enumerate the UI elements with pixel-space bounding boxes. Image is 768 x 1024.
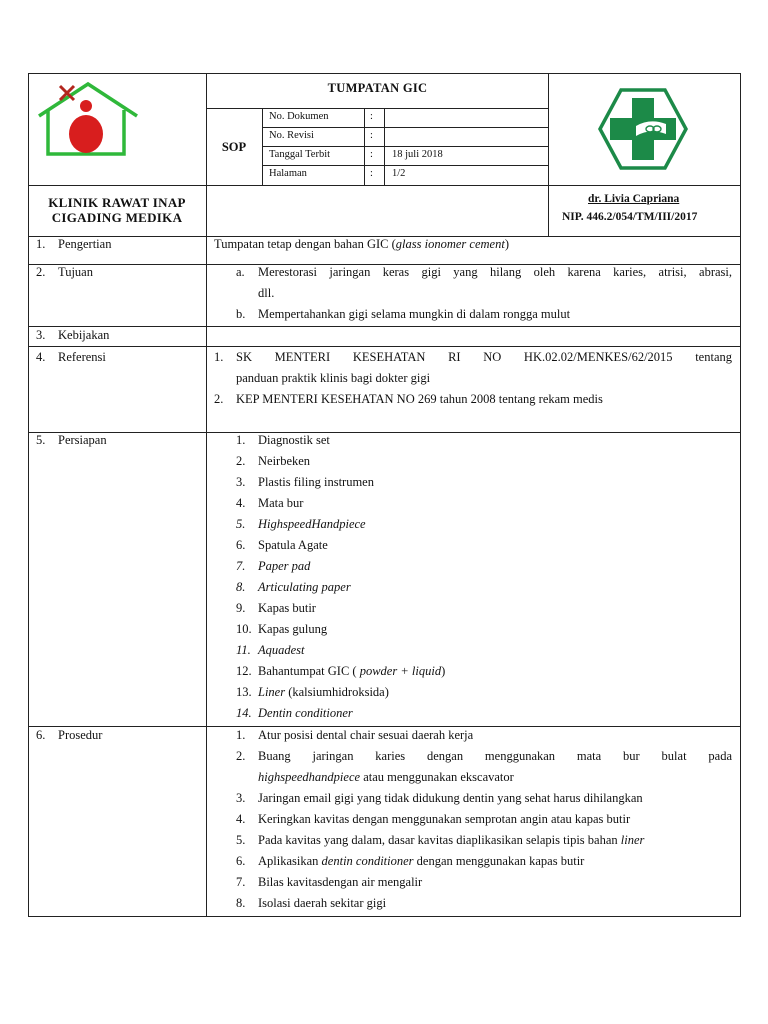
pengertian-text-c: ): [504, 237, 509, 251]
referensi-1-line1: SK MENTERI KESEHATAN RI NO HK.02.02/MENKES/62/2015 tentang: [236, 350, 732, 364]
list-number: 3.: [236, 475, 246, 489]
list-item: [258, 664, 445, 678]
puskesmas-logo-icon: [598, 88, 688, 170]
list-item: Kapas gulung: [258, 622, 328, 636]
signer-name: dr. Livia Capriana: [588, 193, 680, 205]
clinic-logo-icon: [36, 80, 140, 158]
meta-label-no-revisi: No. Revisi: [269, 130, 314, 141]
list-marker: a.: [236, 265, 245, 279]
list-item: [258, 833, 644, 847]
list-item-text: Bahantumpat GIC (: [258, 664, 360, 678]
list-number: 1.: [236, 728, 246, 742]
list-item: Paper pad: [258, 559, 311, 573]
list-item: Atur posisi dental chair sesuai daerah kerja: [258, 728, 474, 742]
list-item: Keringkan kavitas dengan menggunakan semprotan angin atau kapas butir: [258, 812, 631, 826]
list-number: 4.: [236, 812, 246, 826]
list-item-italic: Liner: [258, 685, 286, 699]
list-item: Bilas kavitasdengan air mengalir: [258, 875, 423, 889]
clinic-name-line1: KLINIK RAWAT INAP: [48, 195, 186, 210]
tujuan-b-line: Mempertahankan gigi selama mungkin di dalam rongga mulut: [258, 307, 571, 321]
list-item: Plastis filing instrumen: [258, 475, 374, 489]
pengertian-text: [214, 237, 509, 251]
list-number: 9.: [236, 601, 246, 615]
meta-colon: :: [370, 130, 373, 141]
list-number: 10.: [236, 622, 252, 636]
clinic-name-line2: CIGADING MEDIKA: [51, 210, 183, 225]
pengertian-text-a: Tumpatan tetap dengan bahan GIC (: [214, 237, 396, 251]
list-number: 2.: [236, 454, 246, 468]
meta-colon: :: [370, 149, 373, 160]
meta-label-tanggal-terbit: Tanggal Terbit: [269, 149, 331, 160]
list-item: Diagnostik set: [258, 433, 330, 447]
list-item-text: atau menggunakan ekscavator: [360, 770, 514, 784]
list-number: 7.: [236, 875, 246, 889]
meta-colon: :: [370, 111, 373, 122]
list-item: Buang jaringan karies dengan menggunakan mata bur bulat pada: [258, 749, 732, 763]
meta-label-no-dokumen: No. Dokumen: [269, 111, 329, 122]
list-number: 4.: [236, 496, 246, 510]
section-number: 3.: [36, 328, 46, 342]
signer-nip: NIP. 446.2/054/TM/III/2017: [562, 211, 698, 223]
list-number: 5.: [236, 833, 246, 847]
list-item: HighspeedHandpiece: [258, 517, 366, 531]
meta-value-tanggal-terbit: 18 juli 2018: [392, 149, 443, 160]
list-number: 12.: [236, 664, 252, 678]
list-number: 13.: [236, 685, 252, 699]
list-item: Jaringan email gigi yang tidak didukung dentin yang sehat harus dihilangkan: [258, 791, 643, 805]
section-label-pengertian: Pengertian: [58, 237, 112, 251]
list-item-italic: highspeedhandpiece: [258, 770, 361, 784]
list-item: [258, 685, 389, 699]
list-item: [258, 854, 584, 868]
list-item: Articulating paper: [258, 580, 351, 594]
section-number: 1.: [36, 237, 46, 251]
referensi-2-line: KEP MENTERI KESEHATAN NO 269 tahun 2008 tentang rekam medis: [236, 392, 603, 406]
list-item-italic: dentin conditioner: [321, 854, 414, 868]
list-number: 1.: [236, 433, 246, 447]
section-label-referensi: Referensi: [58, 350, 106, 364]
list-number: 11.: [236, 643, 251, 657]
list-marker: 1.: [214, 350, 224, 364]
sop-label: SOP: [221, 140, 247, 154]
meta-label-halaman: Halaman: [269, 168, 307, 179]
list-item: Aquadest: [258, 643, 305, 657]
list-item-text: Aplikasikan: [258, 854, 322, 868]
section-number: 6.: [36, 728, 46, 742]
document-title: TUMPATAN GIC: [327, 81, 428, 95]
list-item-text: Pada kavitas yang dalam, dasar kavitas diaplikasikan selapis tipis bahan: [258, 833, 621, 847]
list-item-text: dengan menggunakan kapas butir: [413, 854, 585, 868]
list-item-text: (kalsiumhidroksida): [285, 685, 389, 699]
list-item: Dentin conditioner: [258, 706, 353, 720]
list-number: 14.: [236, 706, 252, 720]
list-item: Spatula Agate: [258, 538, 328, 552]
section-number: 2.: [36, 265, 46, 279]
list-number: 8.: [236, 896, 246, 910]
list-number: 2.: [236, 749, 246, 763]
list-number: 7.: [236, 559, 246, 573]
pengertian-text-italic: glass ionomer cement: [395, 237, 505, 251]
tujuan-a-line1: Merestorasi jaringan keras gigi yang hilang oleh karena karies, atrisi, abrasi,: [258, 265, 732, 279]
list-number: 6.: [236, 854, 246, 868]
list-number: 6.: [236, 538, 246, 552]
list-number: 8.: [236, 580, 246, 594]
referensi-1-line2: panduan praktik klinis bagi dokter gigi: [236, 371, 431, 385]
section-label-persiapan: Persiapan: [58, 433, 107, 447]
tujuan-a-line2: dll.: [258, 286, 275, 300]
section-label-prosedur: Prosedur: [58, 728, 103, 742]
list-item-continuation: [258, 770, 514, 784]
section-number: 4.: [36, 350, 46, 364]
list-item-text: ): [441, 664, 446, 678]
list-marker: b.: [236, 307, 246, 321]
section-label-tujuan: Tujuan: [58, 265, 93, 279]
section-number: 5.: [36, 433, 46, 447]
list-number: 3.: [236, 791, 246, 805]
list-item: Isolasi daerah sekitar gigi: [258, 896, 387, 910]
list-item-italic: powder + liquid: [359, 664, 442, 678]
section-label-kebijakan: Kebijakan: [58, 328, 110, 342]
list-item: Neirbeken: [258, 454, 311, 468]
list-item-italic: liner: [620, 833, 645, 847]
meta-value-halaman: 1/2: [392, 168, 406, 179]
meta-colon: :: [370, 168, 373, 179]
list-number: 5.: [236, 517, 246, 531]
list-item: Kapas butir: [258, 601, 316, 615]
list-item: Mata bur: [258, 496, 304, 510]
list-marker: 2.: [214, 392, 224, 406]
